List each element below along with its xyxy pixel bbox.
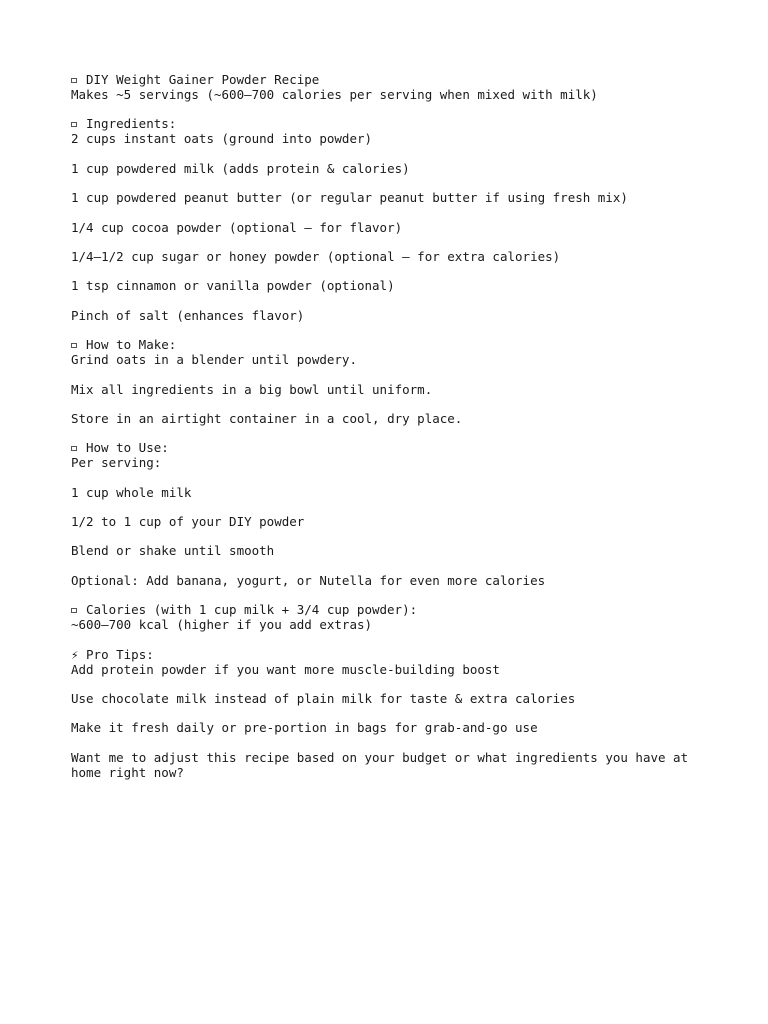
missing-glyph-icon [71,122,77,127]
calories-heading: Calories (with 1 cup milk + 3/4 cup powder): [86,602,418,618]
usage-item: 1 cup whole milk [71,484,192,500]
tip-item: Make it fresh daily or pre-portion in bags for grab-and-go use [71,720,538,736]
usage-item: 1/2 to 1 cup of your DIY powder [71,514,305,530]
step-item: Store in an airtight container in a cool, dry place. [71,410,463,426]
missing-glyph-icon [71,608,77,613]
tip-item: Use chocolate milk instead of plain milk for taste & extra calories [71,691,576,707]
tip-item: Add protein powder if you want more muscle-building boost [71,661,500,677]
calories-heading-line [71,602,711,617]
closing-question: Want me to adjust this recipe based on your budget or what ingredients you have at home right now? [71,749,696,780]
missing-glyph-icon [71,343,77,348]
ingredient-item: Pinch of salt (enhances flavor) [71,307,305,323]
pro-tips-heading: Pro Tips: [86,646,154,662]
step-item: Mix all ingredients in a big bowl until uniform. [71,381,433,397]
ingredients-heading-line [71,116,711,131]
usage-item: Blend or shake until smooth [71,543,275,559]
title-line [71,72,711,87]
lightning-icon: ⚡ [71,646,79,662]
ingredient-item: 1 tsp cinnamon or vanilla powder (optional) [71,278,395,294]
ingredient-item: 1/4–1/2 cup sugar or honey powder (optional – for extra calories) [71,248,561,264]
recipe-document [71,72,711,780]
ingredient-item: 1 cup powdered milk (adds protein & calories) [71,160,410,176]
ingredient-item: 1/4 cup cocoa powder (optional – for flavor) [71,219,403,235]
how-to-use-heading-line [71,440,711,455]
how-to-make-heading: How to Make: [86,337,177,353]
ingredient-item: 1 cup powdered peanut butter (or regular peanut butter if using fresh mix) [71,190,628,206]
ingredient-item: 2 cups instant oats (ground into powder) [71,131,373,147]
pro-tips-heading-line [71,647,711,662]
calories-value: ~600–700 kcal (higher if you add extras) [71,617,373,633]
doc-subtitle: Makes ~5 servings (~600–700 calories per serving when mixed with milk) [71,87,598,102]
usage-item: Optional: Add banana, yogurt, or Nutella for even more calories [71,572,546,588]
doc-title: DIY Weight Gainer Powder Recipe [86,72,320,87]
step-item: Grind oats in a blender until powdery. [71,352,357,368]
how-to-use-heading: How to Use: [86,440,169,456]
ingredients-heading: Ingredients: [86,116,177,132]
how-to-use-intro: Per serving: [71,455,162,471]
missing-glyph-icon [71,446,77,451]
how-to-make-heading-line [71,337,711,352]
missing-glyph-icon [71,78,77,83]
